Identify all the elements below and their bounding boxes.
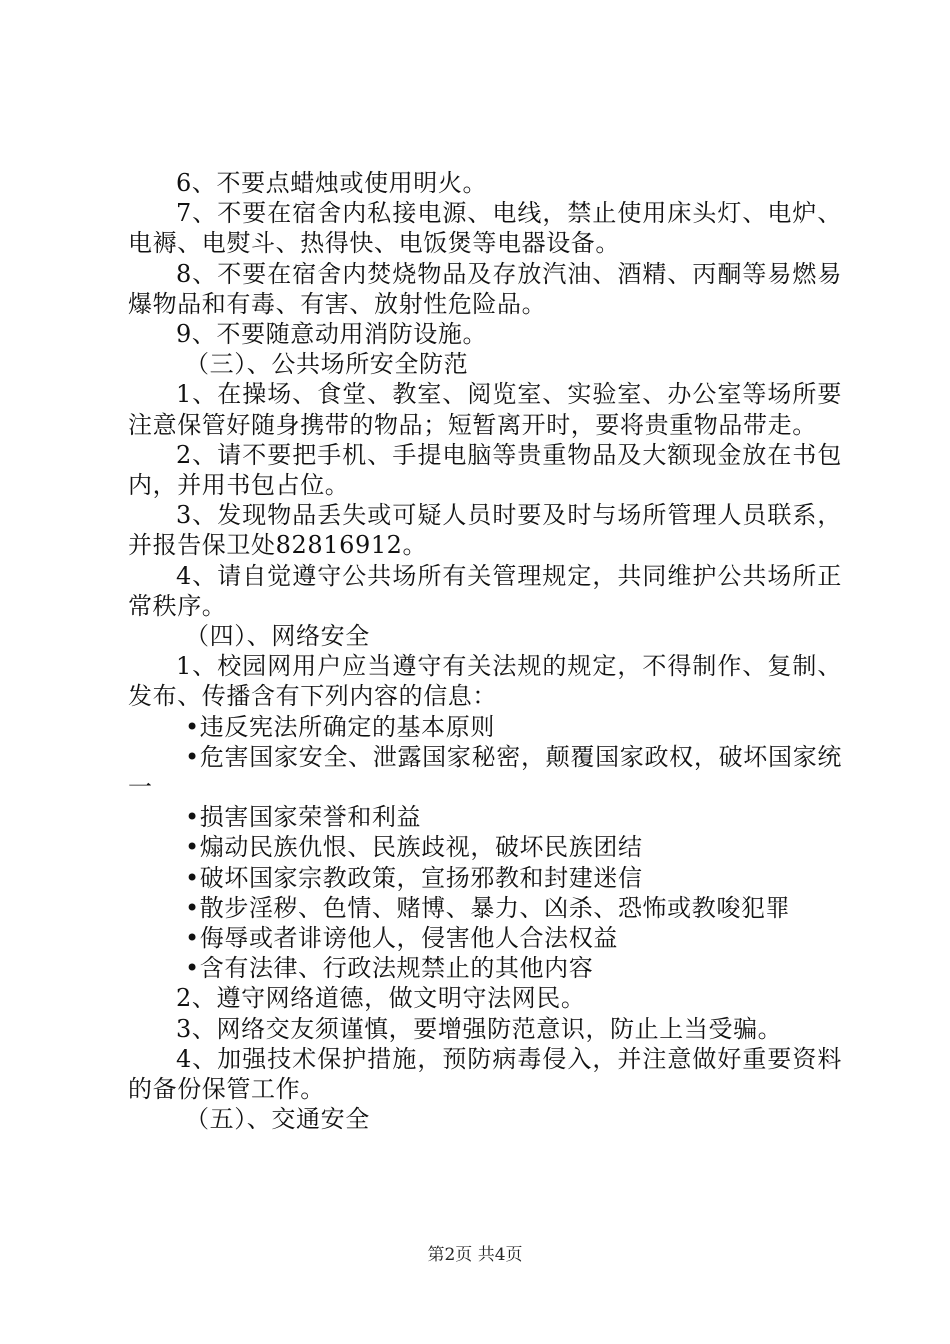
paragraph: 7、不要在宿舍内私接电源、电线，禁止使用床头灯、电炉、电褥、电熨斗、热得快、电饭煲等电器设备。 [128, 199, 842, 258]
paragraph: 6、不要点蜡烛或使用明火。 [176, 169, 488, 197]
document-body [128, 168, 842, 1135]
bullet-item: •违反宪法所确定的基本原则 [185, 712, 495, 741]
paragraph: 3、发现物品丢失或可疑人员时要及时与场所管理人员联系，并报告保卫处82816912。 [128, 501, 842, 560]
paragraph: 3、网络交友须谨慎，要增强防范意识，防止上当受骗。 [176, 1014, 783, 1043]
paragraph: 4、加强技术保护措施，预防病毒侵入，并注意做好重要资料的备份保管工作。 [128, 1044, 842, 1104]
paragraph: 2、遵守网络道德，做文明守法网民。 [176, 984, 586, 1013]
bullet-item: •危害国家安全、泄露国家秘密，颠覆国家政权，破坏国家统一 [128, 742, 842, 802]
bullet-item: •损害国家荣誉和利益 [185, 803, 422, 832]
paragraph: 1、在操场、食堂、教室、阅览室、实验室、办公室等场所要注意保管好随身携带的物品；短暂离开时，要将贵重物品带走。 [128, 380, 842, 439]
paragraph: 9、不要随意动用消防设施。 [176, 320, 488, 349]
paragraph: 1、校园网用户应当遵守有关法规的规定，不得制作、复制、发布、传播含有下列内容的信息： [128, 652, 842, 711]
page-footer: 第2页 共4页 [427, 1245, 523, 1265]
bullet-item: •含有法律、行政法规禁止的其他内容 [185, 954, 594, 983]
section-heading: （四）、网络安全 [185, 622, 370, 651]
bullet-item: •散步淫秽、色情、赌博、暴力、凶杀、恐怖或教唆犯罪 [185, 893, 791, 922]
paragraph: 4、请自觉遵守公共场所有关管理规定，共同维护公共场所正常秩序。 [128, 561, 842, 620]
bullet-item: •侮辱或者诽谤他人，侵害他人合法权益 [185, 924, 618, 953]
section-heading: （五）、交通安全 [185, 1105, 370, 1134]
section-heading: （三）、公共场所安全防范 [185, 350, 469, 379]
paragraph: 2、请不要把手机、手提电脑等贵重物品及大额现金放在书包内，并用书包占位。 [128, 440, 842, 500]
paragraph: 8、不要在宿舍内焚烧物品及存放汽油、酒精、丙酮等易燃易爆物品和有毒、有害、放射性危险品。 [128, 259, 842, 318]
bullet-item: •煽动民族仇恨、民族歧视，破坏民族团结 [185, 833, 643, 862]
bullet-item: •破坏国家宗教政策，宣扬邪教和封建迷信 [185, 863, 643, 892]
